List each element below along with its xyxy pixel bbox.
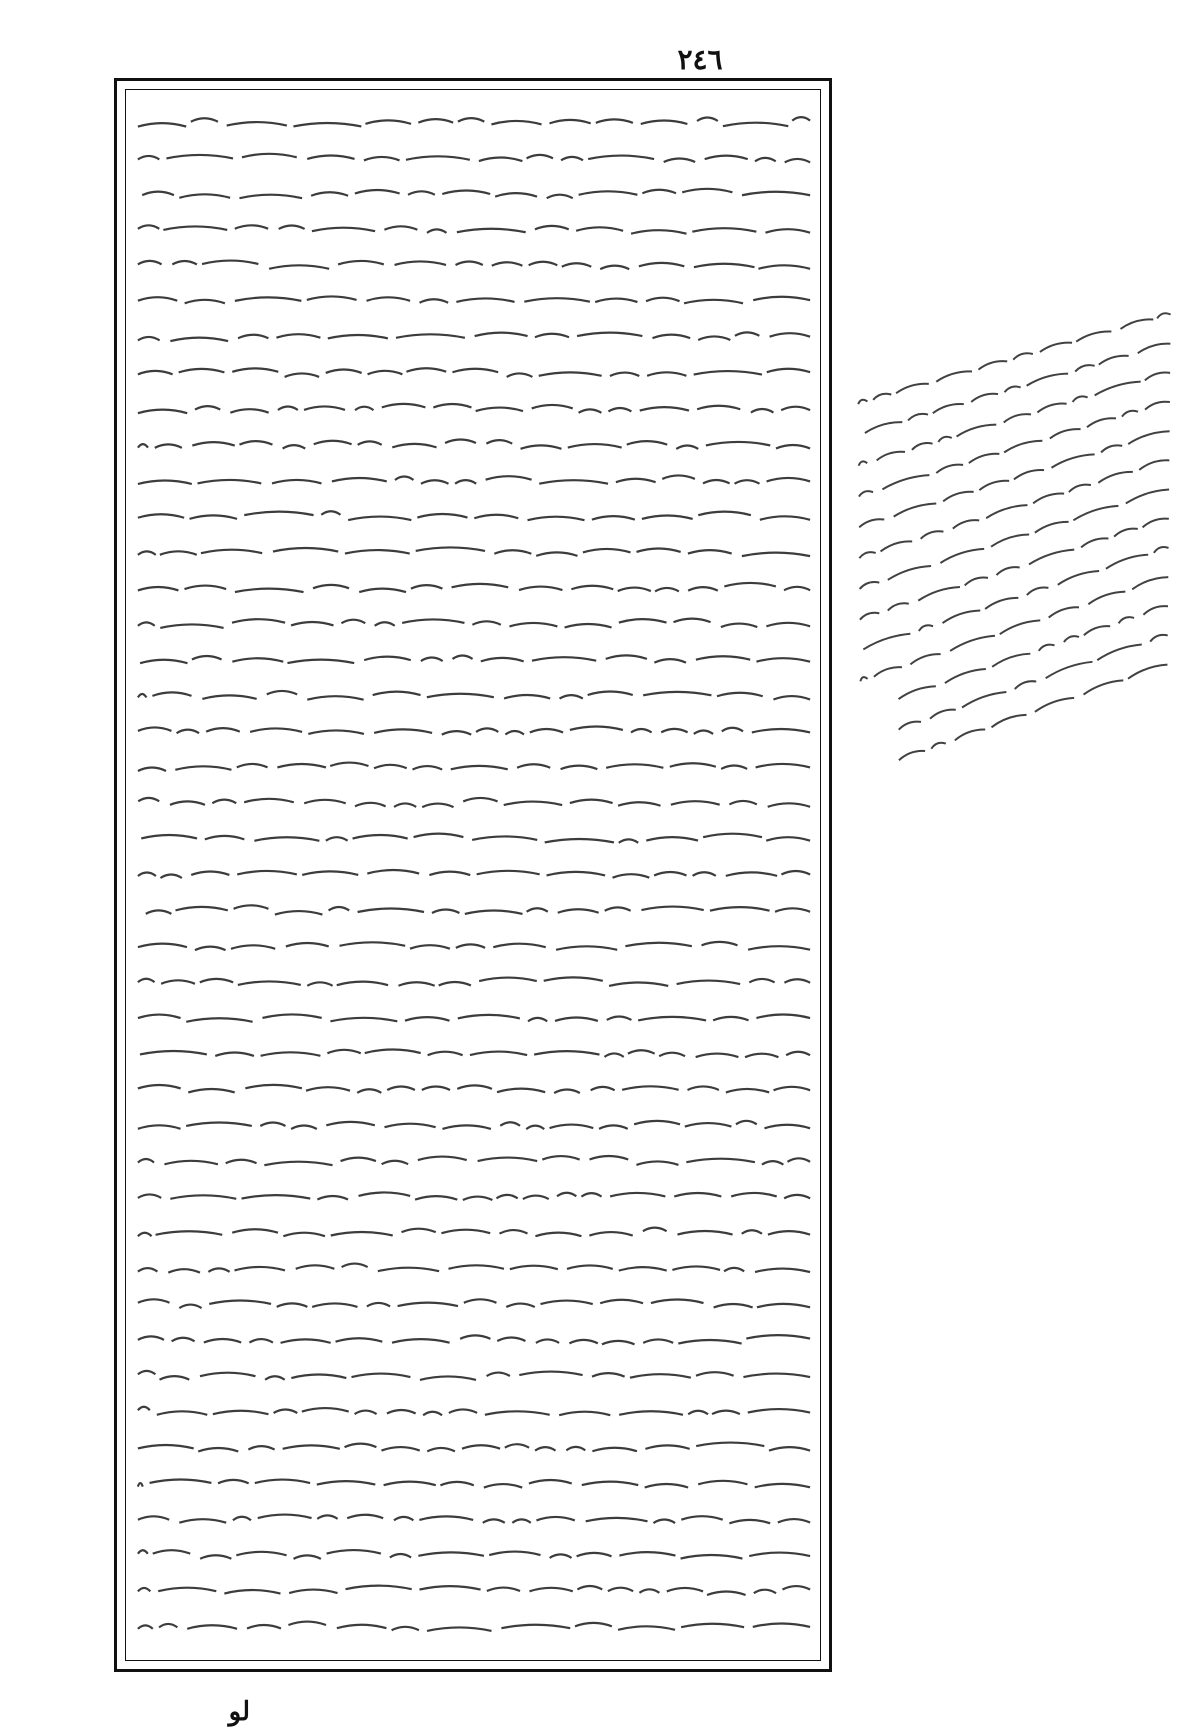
body-text-line xyxy=(138,296,810,303)
text-frame-inner-rule xyxy=(125,89,821,1661)
marginal-gloss-line xyxy=(858,428,1169,527)
marginal-gloss-line xyxy=(859,516,1169,620)
body-text-line xyxy=(138,726,810,734)
body-text-line xyxy=(138,1192,810,1200)
body-text-line xyxy=(138,1085,810,1093)
body-text-line xyxy=(138,1407,810,1415)
marginal-gloss-line xyxy=(859,487,1169,589)
body-text-line xyxy=(138,1335,810,1344)
page-number: ٢٤٦ xyxy=(677,43,723,76)
marginal-gloss-line xyxy=(857,312,1170,404)
manuscript-body-text xyxy=(126,90,820,1660)
body-text-line xyxy=(138,942,810,950)
marginal-gloss-line xyxy=(898,603,1168,699)
body-text-line xyxy=(142,189,810,198)
marginal-gloss-line xyxy=(862,545,1168,649)
body-text-line xyxy=(138,870,810,878)
body-text-line xyxy=(138,583,810,592)
body-text-line xyxy=(138,1586,810,1595)
body-text-line xyxy=(138,154,810,163)
body-text-line xyxy=(146,905,810,914)
body-text-line xyxy=(138,977,810,986)
marginal-gloss-text xyxy=(832,340,1192,750)
marginal-gloss-line xyxy=(858,399,1170,496)
body-text-line xyxy=(138,440,810,449)
body-text-line xyxy=(138,1371,810,1380)
body-text-line xyxy=(138,511,810,520)
body-text-line xyxy=(138,1515,810,1524)
marginal-gloss-line xyxy=(858,370,1170,466)
body-text-line xyxy=(138,1622,810,1631)
marginal-gloss-line xyxy=(859,574,1168,681)
body-text-line xyxy=(138,1264,810,1273)
body-text-line xyxy=(138,798,810,807)
body-text-line xyxy=(138,691,810,700)
body-text-line xyxy=(138,261,810,270)
body-text-line xyxy=(138,1228,810,1237)
body-text-line xyxy=(138,619,810,628)
body-text-line xyxy=(141,834,810,843)
body-text-line xyxy=(140,655,810,663)
body-text-line xyxy=(138,547,810,556)
body-text-line xyxy=(138,404,810,413)
body-text-line xyxy=(138,475,810,484)
body-text-line xyxy=(138,1443,810,1452)
body-text-line xyxy=(138,1550,810,1559)
body-text-line xyxy=(138,763,810,771)
catchword: لو xyxy=(228,1697,250,1727)
marginal-gloss-line xyxy=(898,633,1168,730)
body-text-line xyxy=(140,1050,810,1058)
marginal-gloss xyxy=(832,340,1192,750)
body-text-line xyxy=(138,332,810,341)
body-text-line xyxy=(138,368,810,377)
body-text-line xyxy=(138,1014,810,1021)
body-text-line xyxy=(138,1479,810,1487)
body-text-line xyxy=(138,225,810,233)
body-text-line xyxy=(138,1121,810,1129)
marginal-gloss-line xyxy=(898,662,1167,760)
text-frame xyxy=(114,78,832,1672)
body-text-line xyxy=(138,1299,810,1308)
body-text-line xyxy=(138,1156,810,1165)
body-text-line xyxy=(138,117,810,126)
marginal-gloss-line xyxy=(859,458,1170,559)
